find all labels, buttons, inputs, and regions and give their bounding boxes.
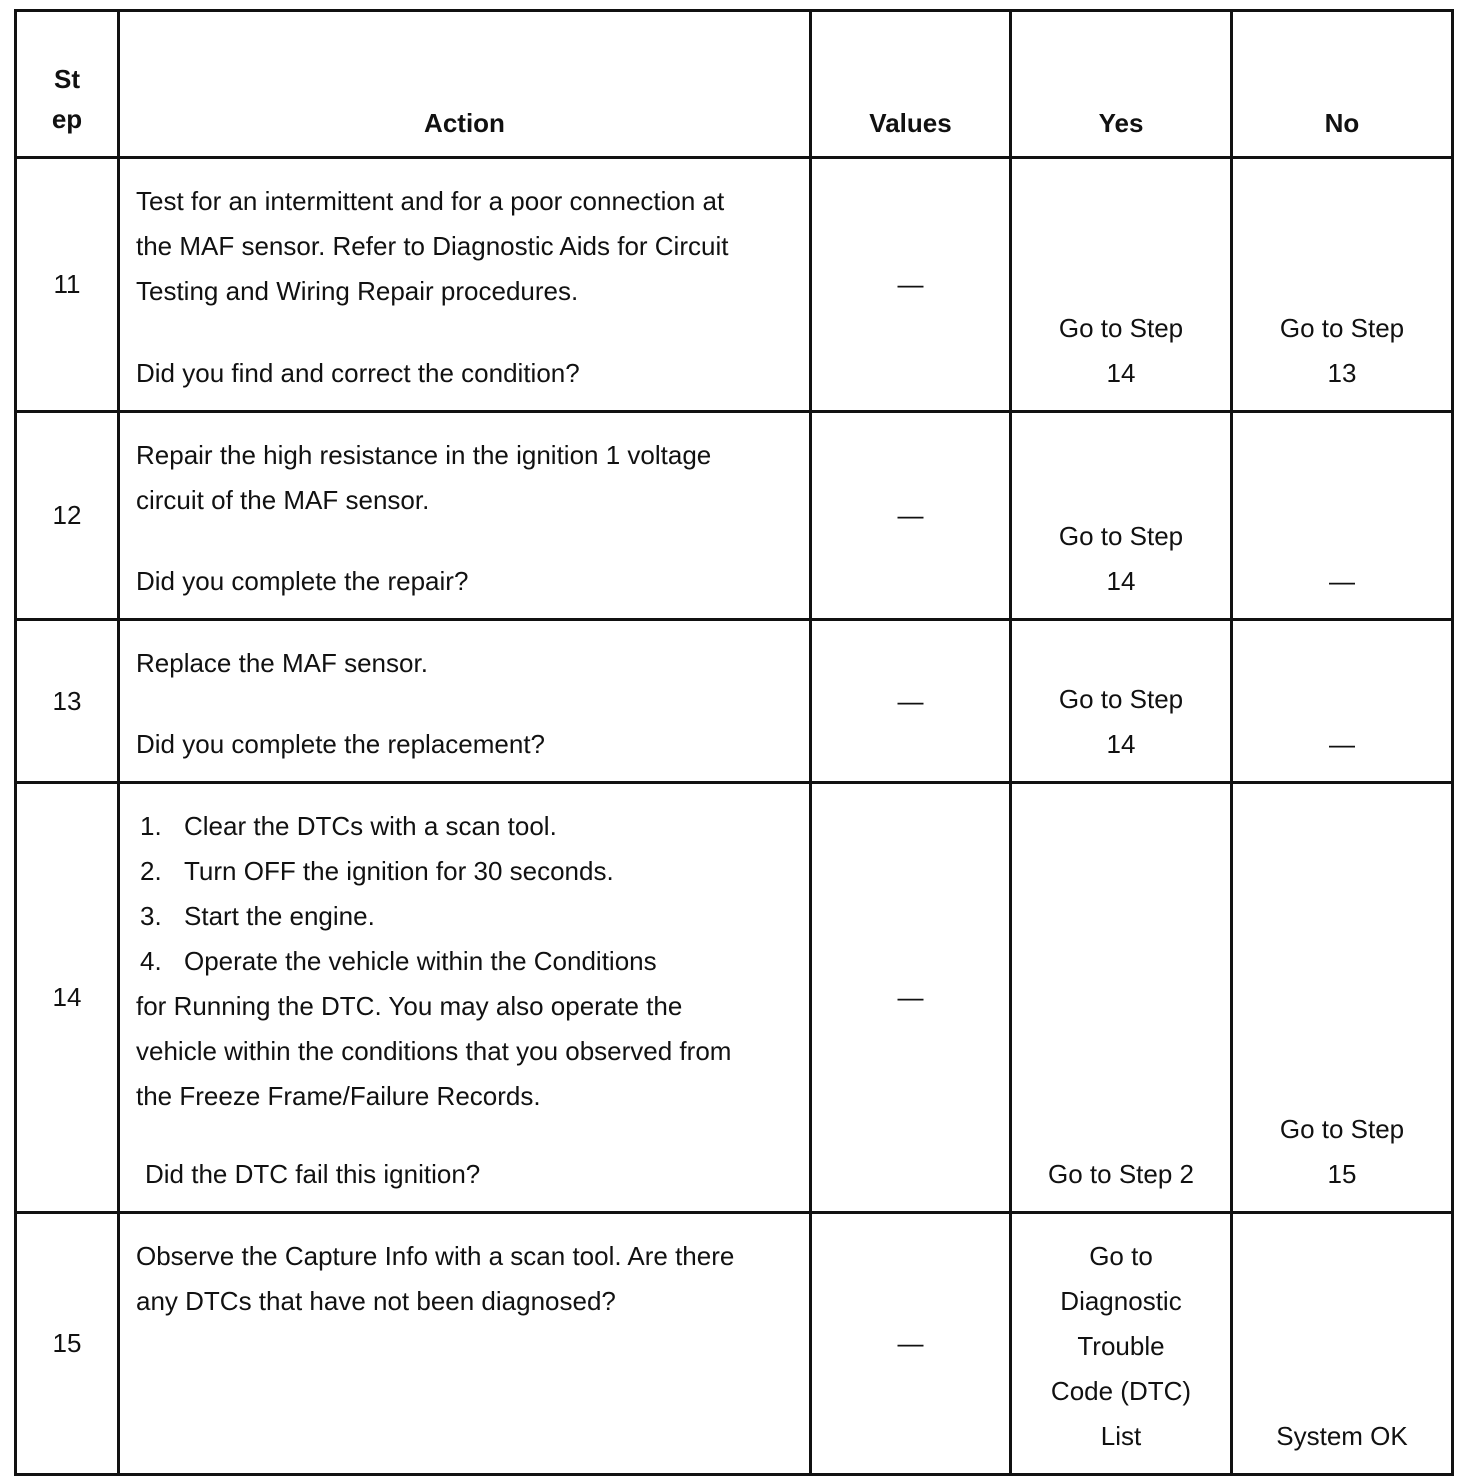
value-cell: —	[811, 158, 1011, 412]
action-steps-list	[136, 804, 749, 984]
table-row	[16, 158, 1453, 412]
no-cell: —	[1232, 620, 1453, 783]
diagnostic-steps-table	[14, 9, 1454, 1476]
table-row	[16, 412, 1453, 620]
step-number: 11	[16, 158, 119, 412]
list-item: 4. Operate the vehicle within the Conditions	[140, 946, 657, 976]
no-cell: Go to Step 13	[1232, 158, 1453, 412]
action-cell	[119, 620, 811, 783]
no-cell: System OK	[1232, 1213, 1453, 1475]
yes-cell: Go to Step 14	[1011, 158, 1232, 412]
action-text: Repair the high resistance in the ignition 1 voltage circuit of the MAF sensor.	[136, 440, 712, 515]
action-text: Observe the Capture Info with a scan tool. Are there any DTCs that have not been diagnosed?	[136, 1241, 735, 1316]
step-number: 12	[16, 412, 119, 620]
header-values: Values	[811, 11, 1011, 158]
action-question: Did the DTC fail this ignition?	[145, 1159, 481, 1189]
yes-cell: Go to Step 14	[1011, 620, 1232, 783]
action-cell	[119, 412, 811, 620]
list-item: 2. Turn OFF the ignition for 30 seconds.	[140, 856, 614, 886]
header-row	[16, 11, 1453, 158]
yes-cell: Go to Step 14	[1011, 412, 1232, 620]
no-cell: —	[1232, 412, 1453, 620]
no-cell: Go to Step 15	[1232, 783, 1453, 1213]
action-cell	[119, 783, 811, 1213]
yes-cell: Go to Diagnostic Trouble Code (DTC) List	[1011, 1213, 1232, 1475]
list-item: 1. Clear the DTCs with a scan tool.	[140, 811, 557, 841]
action-continuation: for Running the DTC. You may also operate the vehicle within the conditions that you observed from the Freeze Frame/Failure Records.	[136, 991, 732, 1111]
action-text: Test for an intermittent and for a poor connection at the MAF sensor. Refer to Diagnostic Aids for Circuit Testing and Wiring Repair procedures.	[136, 186, 729, 306]
step-number: 14	[16, 783, 119, 1213]
action-cell	[119, 1213, 811, 1475]
action-question: Did you find and correct the condition?	[136, 358, 580, 388]
header-step: St ep	[16, 11, 119, 158]
header-no: No	[1232, 11, 1453, 158]
step-number: 15	[16, 1213, 119, 1475]
table-row	[16, 620, 1453, 783]
step-number: 13	[16, 620, 119, 783]
action-text: Replace the MAF sensor.	[136, 648, 428, 678]
action-cell	[119, 158, 811, 412]
header-yes: Yes	[1011, 11, 1232, 158]
header-action: Action	[119, 11, 811, 158]
action-question: Did you complete the repair?	[136, 566, 469, 596]
table-row	[16, 1213, 1453, 1475]
value-cell: —	[811, 620, 1011, 783]
yes-cell: Go to Step 2	[1011, 783, 1232, 1213]
table-row	[16, 783, 1453, 1213]
value-cell: —	[811, 412, 1011, 620]
value-cell: —	[811, 783, 1011, 1213]
list-item: 3. Start the engine.	[140, 901, 375, 931]
value-cell: —	[811, 1213, 1011, 1475]
action-question: Did you complete the replacement?	[136, 729, 546, 759]
